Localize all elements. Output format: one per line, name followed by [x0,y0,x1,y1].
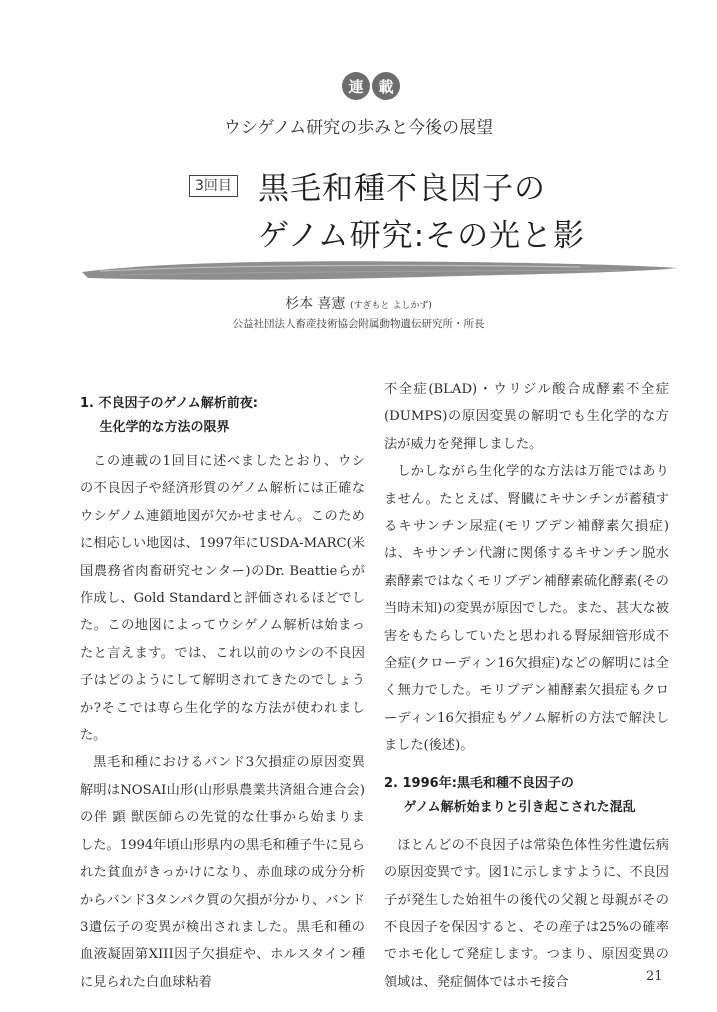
section-1-paragraph-2-continued: 不全症(BLAD)・ウリジル酸合成酵素不全症(DUMPS)の原因変異の解明でも生化学的な方法が威力を発揮しました。 [384,382,669,452]
author-affiliation: 公益社団法人畜産技術協会附属動物遺伝研究所・所長 [232,318,485,330]
page-number: 21 [646,969,663,984]
section-1-paragraph-2: 黒毛和種におけるバンド3欠損症の原因変異解明はNOSAI山形(山形県農業共済組合連合会)の伴 顕 獣医師らの先覚的な仕事から始まりました。1994年頃山形県内の黒毛和種子牛に見られた貧血がきっかけになり、赤血球の成分分析からバンド3タンパク質の欠損が分かり、バンド3遺伝子の変異が検出されました。黒毛和種の血液凝固第XIII因子欠損症や、ホルスタイン種に見られた白血球粘着 [80,755,365,990]
series-badge-char-2: 載 [372,72,400,100]
article-title-line-1: 黒毛和種不良因子の [258,171,546,207]
section-1-heading-line-2: 生化学的な方法の限界 [99,420,230,435]
section-2-heading-line-2: ゲノム解析始まりと引き起こされた混乱 [403,799,636,815]
section-2-heading-line-1: 2. 1996年:黒毛和種不良因子の [384,775,574,791]
brush-stroke-divider [80,256,680,286]
series-badge [342,72,402,102]
section-1-paragraph-1: この連載の1回目に述べましたとおり、ウシの不良因子や経済形質のゲノム解析には正確なウシゲノム連鎖地図が欠かせません。このために相応しい地図は、1997年にUSDA-MARC(米国農務省肉畜研究センター)のDr. Beattieらが作成し、Gold Standardと評価されるほどでした。この地図によってウシゲノム解析は始まったと言えます。では、これ以前のウシの不良因子はどのようにして解明されてきたのでしょうか?そこでは専ら生化学的な方法が使われました。 [80,454,365,744]
left-column [80,392,365,996]
author-line [0,293,717,313]
article-title-line-2: ゲノム研究:その光と影 [258,218,586,254]
right-column [384,376,669,996]
issue-badge: 3回目 [189,175,238,197]
section-1-heading-line-1: 1. 不良因子のゲノム解析前夜: [80,396,258,411]
author-reading: (すぎもと よしかず) [350,301,432,311]
series-title: ウシゲノム研究の歩みと今後の展望 [223,118,494,138]
section-1-paragraph-3: しかしながら生化学的な方法は万能ではありません。たとえば、腎臓にキサンチンが蓄積するキサンチン尿症(モリブデン補酵素欠損症)は、キサンチン代謝に関係するキサンチン脱水素酵素ではなくモリブデン補酵素硫化酵素(その当時未知)の変異が原因でした。また、甚大な被害をもたらしていたと思われる腎尿細管形成不全症(クローディン16欠損症)などの解明には全く無力でした。モリブデン補酵素欠損症もクローディン16欠損症もゲノム解析の方法で解決しました(後述)。 [384,464,669,754]
section-2-paragraph-1: ほとんどの不良因子は常染色体性劣性遺伝病の原因変異です。図1に示しますように、不良因子が発生した始祖牛の後代の父親と母親がその不良因子を保因すると、その産子は25%の確率でホモ化して発症します。つまり、原因変異の領域は、発症個体ではホモ接合 [384,837,669,990]
section-1-heading [80,392,365,440]
author-name: 杉本 喜憲 [285,296,346,312]
series-badge-char-1: 連 [342,72,370,100]
section-2-heading [384,772,669,820]
